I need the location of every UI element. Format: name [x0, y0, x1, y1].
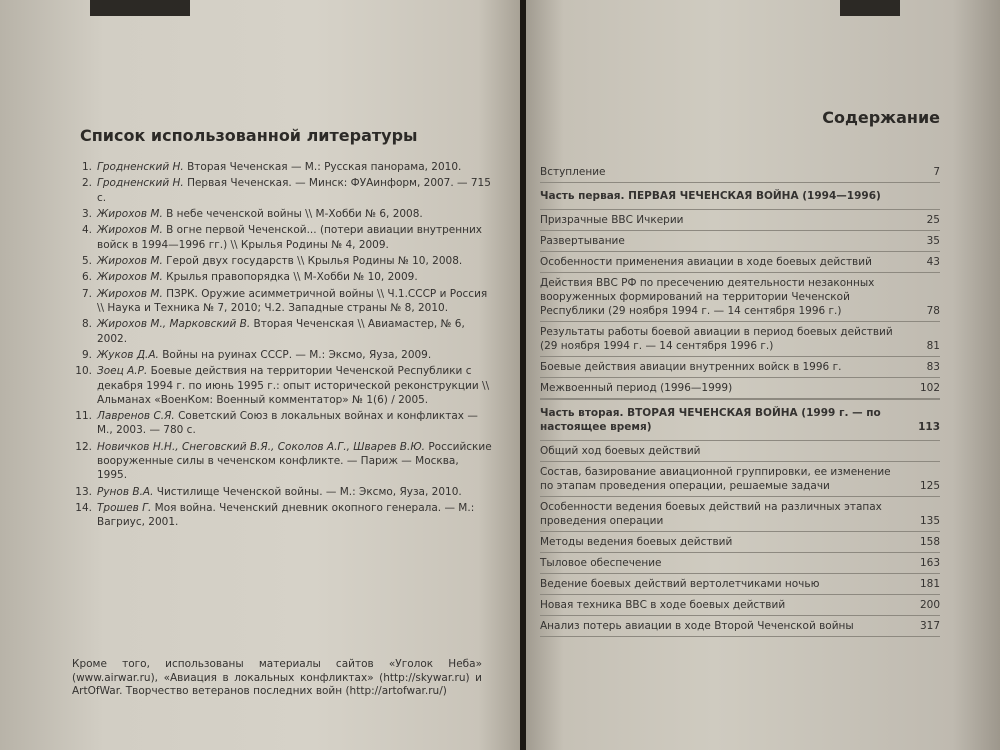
bibliography-item — [72, 348, 492, 362]
toc-entry-label: Результаты работы боевой авиации в период боевых действий (29 ноября 1994 г. — 14 сентября 1996 г.) — [540, 326, 893, 352]
bibliography-item — [72, 485, 492, 499]
bibliography-reference: В небе чеченской войны \\ М-Хобби № 6, 2008. — [162, 207, 423, 220]
toc-entry — [540, 497, 940, 531]
bibliography-text — [97, 409, 492, 437]
bibliography-reference: Российские вооруженные силы в чеченском конфликте. — Париж — Москва, 1995. — [97, 440, 492, 482]
toc-entry-label: Методы ведения боевых действий — [540, 536, 733, 548]
bibliography-number: 10. — [75, 365, 92, 378]
toc-part-label: Часть вторая. ВТОРАЯ ЧЕЧЕНСКАЯ ВОЙНА (1999 г. — по настоящее время) — [540, 407, 881, 433]
divider — [540, 636, 940, 637]
toc-entry-page: 43 — [926, 256, 940, 268]
toc-entry-page: 135 — [919, 515, 940, 527]
bibliography-text — [97, 207, 492, 221]
toc-entry — [540, 574, 940, 594]
bibliography-item — [72, 440, 492, 483]
bibliography-reference: ПЗРК. Оружие асимметричной войны \\ Ч.1.СССР и Россия \\ Наука и Техника № 7, 2010; Ч.2. Западные страны № 8, 2010. — [97, 287, 488, 314]
toc-entry-page: 35 — [926, 235, 940, 247]
bibliography-item — [72, 207, 492, 221]
toc-entry-label: Боевые действия авиации внутренних войск в 1996 г. — [540, 361, 842, 373]
bibliography-author: Гродненский Н. — [97, 161, 184, 173]
toc-entry-label: Межвоенный период (1996—1999) — [540, 382, 733, 394]
bibliography-item — [72, 287, 492, 315]
toc-entry-label: Особенности применения авиации в ходе боевых действий — [540, 256, 872, 268]
bibliography-item — [72, 501, 492, 529]
top-band — [90, 0, 190, 16]
bibliography-item — [72, 270, 492, 284]
bibliography-text — [97, 501, 492, 529]
bibliography-author: Жирохов М., Марковский В. — [97, 318, 251, 331]
toc-entry-page: 317 — [919, 620, 940, 632]
toc-entry-page: 158 — [919, 536, 940, 548]
toc-entry — [540, 162, 940, 182]
bibliography-number: 4. — [81, 224, 92, 237]
toc-entry — [540, 595, 940, 615]
bibliography-title: Список использованной литературы — [80, 126, 418, 145]
toc-part2-list — [540, 441, 940, 637]
bibliography-text — [97, 160, 492, 174]
bibliography-author: Жирохов М. — [97, 224, 163, 237]
bibliography-text — [97, 270, 492, 284]
bibliography-text — [97, 254, 492, 268]
toc-entry-label: Состав, базирование авиационной группировки, ее изменение по этапам проведения операции, решаемые задачи — [540, 466, 891, 492]
toc-entry-page: 78 — [926, 305, 940, 317]
bibliography-text — [97, 440, 492, 483]
contents-title: Содержание — [822, 108, 940, 127]
toc-part-heading — [540, 400, 940, 440]
toc-entry-page: 181 — [919, 578, 940, 590]
bibliography-author: Зоец А.Р. — [97, 365, 148, 378]
toc-entry-page: 81 — [926, 340, 940, 352]
top-band — [840, 0, 900, 16]
bibliography-number: 7. — [81, 287, 92, 300]
bibliography-number: 2. — [81, 177, 92, 190]
bibliography-author: Жуков Д.А. — [97, 348, 159, 361]
bibliography-number: 13. — [75, 485, 92, 498]
bibliography-text — [97, 223, 492, 251]
bibliography-item — [72, 223, 492, 251]
bibliography-item — [72, 176, 492, 204]
bibliography-number: 3. — [81, 207, 92, 220]
toc-entry-label: Развертывание — [540, 235, 625, 247]
bibliography-item — [72, 317, 492, 345]
bibliography-reference: Первая Чеченская. — Минск: ФУАинформ, 2007. — 715 с. — [97, 177, 491, 204]
bibliography-text — [97, 485, 492, 499]
bibliography-item — [72, 409, 492, 437]
bibliography-text — [97, 364, 492, 407]
toc-entry-label: Тыловое обеспечение — [540, 557, 662, 569]
bibliography-number: 12. — [75, 440, 92, 453]
bibliography-text — [97, 176, 492, 204]
bibliography-author: Жирохов М. — [97, 207, 163, 220]
toc-entry — [540, 252, 940, 272]
bibliography-author: Жирохов М. — [97, 287, 163, 300]
toc-entry-label: Действия ВВС РФ по пресечению деятельности незаконных вооруженных формирований на территории Чеченской Республики (29 ноября 1994 г. — 14 сентября 1996 г.) — [540, 277, 875, 317]
bibliography-reference: Вторая Чеченская — М.: Русская панорама, 2010. — [183, 161, 462, 173]
toc-entry — [540, 378, 940, 398]
toc-entry-page: 102 — [919, 382, 940, 394]
toc-entry — [540, 273, 940, 321]
bibliography-author: Гродненский Н. — [97, 177, 184, 190]
bibliography-author: Трошев Г. — [97, 501, 152, 514]
toc-entry-label: Анализ потерь авиации в ходе Второй Чеченской войны — [540, 620, 854, 632]
toc-entry-label: Особенности ведения боевых действий на различных этапах проведения операции — [540, 501, 882, 527]
toc-entry-label: Общий ход боевых действий — [540, 445, 701, 457]
toc-entry-page: 113 — [918, 421, 940, 433]
bibliography-item — [72, 364, 492, 407]
toc-entry-page: 200 — [919, 599, 940, 611]
bibliography-reference: Крылья правопорядка \\ М-Хобби № 10, 2009. — [162, 271, 418, 284]
toc-entry — [540, 357, 940, 377]
bibliography-author: Новичков Н.Н., Снеговский В.Я., Соколов А.Г., Шварев В.Ю. — [97, 440, 425, 453]
table-of-contents — [540, 162, 940, 637]
bibliography-number: 11. — [75, 410, 92, 423]
bibliography-reference: Советский Союз в локальных войнах и конфликтах — М., 2003. — 780 с. — [97, 410, 478, 437]
bibliography-number: 5. — [81, 254, 92, 267]
toc-entry-label: Новая техника ВВС в ходе боевых действий — [540, 599, 786, 611]
toc-entry-page: 25 — [926, 214, 940, 226]
toc-entry — [540, 210, 940, 230]
bibliography-number: 14. — [75, 501, 92, 514]
toc-entry-label: Вступление — [540, 166, 606, 178]
bibliography-list — [72, 160, 492, 532]
toc-entry-label: Ведение боевых действий вертолетчиками ночью — [540, 578, 820, 590]
bibliography-number: 9. — [81, 348, 92, 361]
toc-entry — [540, 616, 940, 636]
bibliography-number: 8. — [81, 318, 92, 331]
bibliography-author: Жирохов М. — [97, 254, 163, 267]
bibliography-item — [72, 160, 492, 174]
bibliography-reference: Чистилище Чеченской войны. — М.: Эксмо, Яуза, 2010. — [153, 485, 462, 498]
toc-part1-list — [540, 210, 940, 399]
bibliography-reference: Вторая Чеченская \\ Авиамастер, № 6, 2002. — [97, 318, 465, 345]
toc-entry — [540, 441, 940, 461]
toc-entry-page: 125 — [919, 480, 940, 492]
toc-entry-page: 83 — [926, 361, 940, 373]
toc-entry — [540, 231, 940, 251]
bibliography-author: Жирохов М. — [97, 271, 163, 284]
toc-entry-page: 7 — [933, 166, 940, 178]
bibliography-author: Лавренов С.Я. — [97, 410, 175, 423]
toc-part-heading: Часть первая. ПЕРВАЯ ЧЕЧЕНСКАЯ ВОЙНА (1994—1996) — [540, 190, 881, 202]
toc-entry — [540, 322, 940, 356]
bibliography-reference: Боевые действия на территории Чеченской Республики с декабря 1994 г. по июнь 1995 г.: опыт исторической реконструкции \\ Альманах «ВоенКом: Военный комментатор» № 1(6) / 2005. — [97, 365, 490, 406]
bibliography-text — [97, 348, 492, 362]
bibliography-item — [72, 254, 492, 268]
toc-entry — [540, 462, 940, 496]
toc-entry-label: Призрачные ВВС Ичкерии — [540, 214, 684, 226]
bibliography-text — [97, 317, 492, 345]
toc-entry — [540, 532, 940, 552]
bibliography-reference: Герой двух государств \\ Крылья Родины № 10, 2008. — [162, 254, 463, 267]
toc-entry — [540, 553, 940, 573]
bibliography-number: 6. — [81, 271, 92, 284]
bibliography-number: 1. — [81, 161, 92, 173]
bibliography-reference: Войны на руинах СССР. — М.: Эксмо, Яуза, 2009. — [158, 348, 432, 361]
bibliography-author: Рунов В.А. — [97, 485, 154, 498]
bibliography-reference: Моя война. Чеченский дневник окопного генерала. — М.: Вагриус, 2001. — [97, 501, 475, 529]
bibliography-text — [97, 287, 492, 315]
toc-entry-page: 163 — [919, 557, 940, 569]
bibliography-reference: В огне первой Чеченской... (потери авиации внутренних войск в 1994—1996 гг.) \\ Крылья Родины № 4, 2009. — [97, 224, 483, 251]
bibliography-note: Кроме того, использованы материалы сайтов «Уголок Неба» (www.airwar.ru), «Авиация в локальных конфликтах» (http://skywar.ru) и ArtOfWar. Творчество ветеранов последних войн (http://artofwar.ru/) — [72, 658, 482, 697]
